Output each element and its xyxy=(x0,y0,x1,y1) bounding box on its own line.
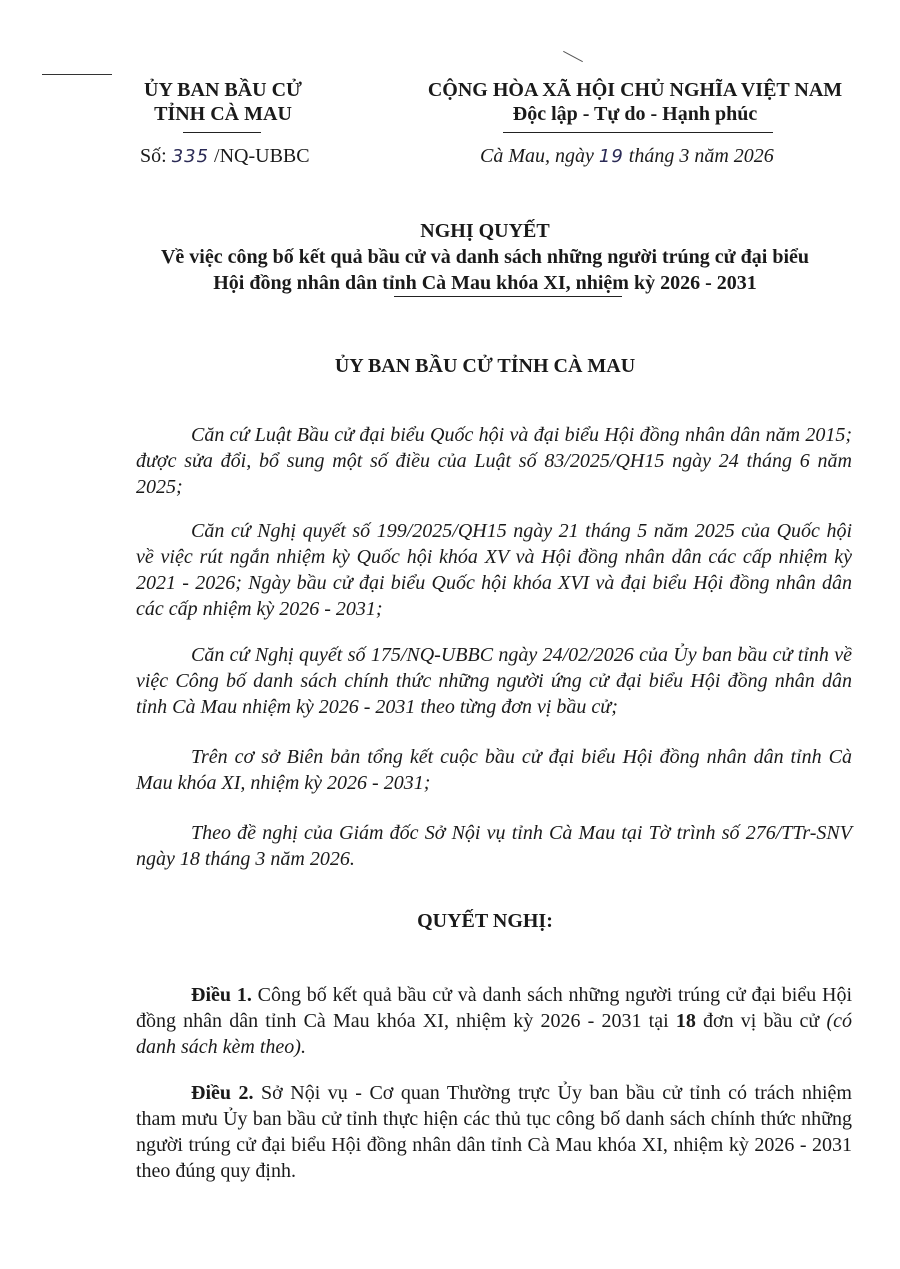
issuing-body-line1: ỦY BAN BẦU CỬ xyxy=(144,79,302,101)
preamble-paragraph: Theo đề nghị của Giám đốc Sở Nội vụ tỉnh Cà Mau tại Tờ trình số 276/TTr-SNV ngày 18 tháng 3 năm 2026. xyxy=(136,822,852,870)
preamble-paragraph: Căn cứ Nghị quyết số 199/2025/QH15 ngày 21 tháng 5 năm 2025 của Quốc hội về việc rút ngắn nhiệm kỳ Quốc hội khóa XV và Hội đồng nhân dân các cấp nhiệm kỳ 2021 - 2026; Ngày bầu cử đại biểu Quốc hội khóa XVI và đại biểu Hội đồng nhân dân các cấp nhiệm kỳ 2026 - 2031; xyxy=(136,520,852,620)
motto: Độc lập - Tự do - Hạnh phúc xyxy=(512,103,758,125)
preamble-paragraph: Trên cơ sở Biên bản tổng kết cuộc bầu cử đại biểu Hội đồng nhân dân tỉnh Cà Mau khóa XI, nhiệm kỳ 2026 - 2031; xyxy=(136,746,852,794)
title-line1: NGHỊ QUYẾT xyxy=(420,220,550,242)
document-number xyxy=(140,144,400,169)
title-line3: Hội đồng nhân dân tỉnh Cà Mau khóa XI, nhiệm kỳ 2026 - 2031 xyxy=(213,272,757,294)
margin-rule xyxy=(42,74,112,75)
article-2 xyxy=(136,1080,852,1184)
article-1-label: Điều 1. xyxy=(191,984,252,1006)
article-2-text: Sở Nội vụ - Cơ quan Thường trực Ủy ban bầu cử tỉnh có trách nhiệm tham mưu Ủy ban bầu cử tỉnh thực hiện các thủ tục công bố danh sách chính thức những người trúng cử đại biểu Hội đồng nhân dân tỉnh Cà Mau khóa XI, nhiệm kỳ 2026 - 2031 theo đúng quy định. xyxy=(136,1082,852,1182)
preamble-paragraph: Căn cứ Luật Bầu cử đại biểu Quốc hội và đại biểu Hội đồng nhân dân năm 2015; được sửa đổi, bổ sung một số điều của Luật số 83/2025/QH15 ngày 24 tháng 6 năm 2025; xyxy=(136,424,852,498)
date-prefix: Cà Mau, ngày xyxy=(480,145,594,167)
national-name: CỘNG HÒA XÃ HỘI CHỦ NGHĨA VIỆT NAM xyxy=(427,79,843,101)
document-title xyxy=(100,218,870,296)
article-1-text: Công bố kết quả bầu cử và danh sách những người trúng cử đại biểu Hội đồng nhân dân tỉnh Cà Mau khóa XI, nhiệm kỳ 2026 - 2031 tại xyxy=(136,984,853,1032)
preamble-paragraph: Căn cứ Nghị quyết số 175/NQ-UBBC ngày 24/02/2026 của Ủy ban bầu cử tỉnh về việc Công bố danh sách chính thức những người ứng cử đại biểu Hội đồng nhân dân tỉnh Cà Mau nhiệm kỳ 2026 - 2031 theo từng đơn vị bầu cử; xyxy=(136,644,852,718)
title-line2: Về việc công bố kết quả bầu cử và danh sách những người trúng cử đại biểu xyxy=(160,246,810,268)
article-1-note: (có danh sách kèm theo). xyxy=(136,1010,852,1058)
national-motto xyxy=(400,78,870,126)
number-suffix: /NQ-UBBC xyxy=(214,145,310,167)
issuer-heading: ỦY BAN BẦU CỬ TỈNH CÀ MAU xyxy=(334,355,636,377)
document-date xyxy=(480,144,810,169)
decision-heading: QUYẾT NGHỊ: xyxy=(417,910,553,932)
title-underline xyxy=(394,296,622,297)
article-1 xyxy=(136,982,852,1060)
number-handwritten: 335 xyxy=(171,146,210,167)
motto-underline xyxy=(503,132,773,133)
article-2-label: Điều 2. xyxy=(191,1082,254,1104)
date-suffix: tháng 3 năm 2026 xyxy=(628,145,774,167)
date-day-handwritten: 19 xyxy=(598,146,624,167)
issuing-body xyxy=(108,78,338,126)
article-1-text-after: đơn vị bầu cử xyxy=(695,1010,827,1032)
pen-mark xyxy=(563,51,583,62)
article-1-unit-count: 18 xyxy=(675,1010,696,1032)
issuing-body-underline xyxy=(183,132,261,133)
issuing-body-line2: TỈNH CÀ MAU xyxy=(154,103,292,125)
number-prefix: Số: xyxy=(140,145,167,167)
